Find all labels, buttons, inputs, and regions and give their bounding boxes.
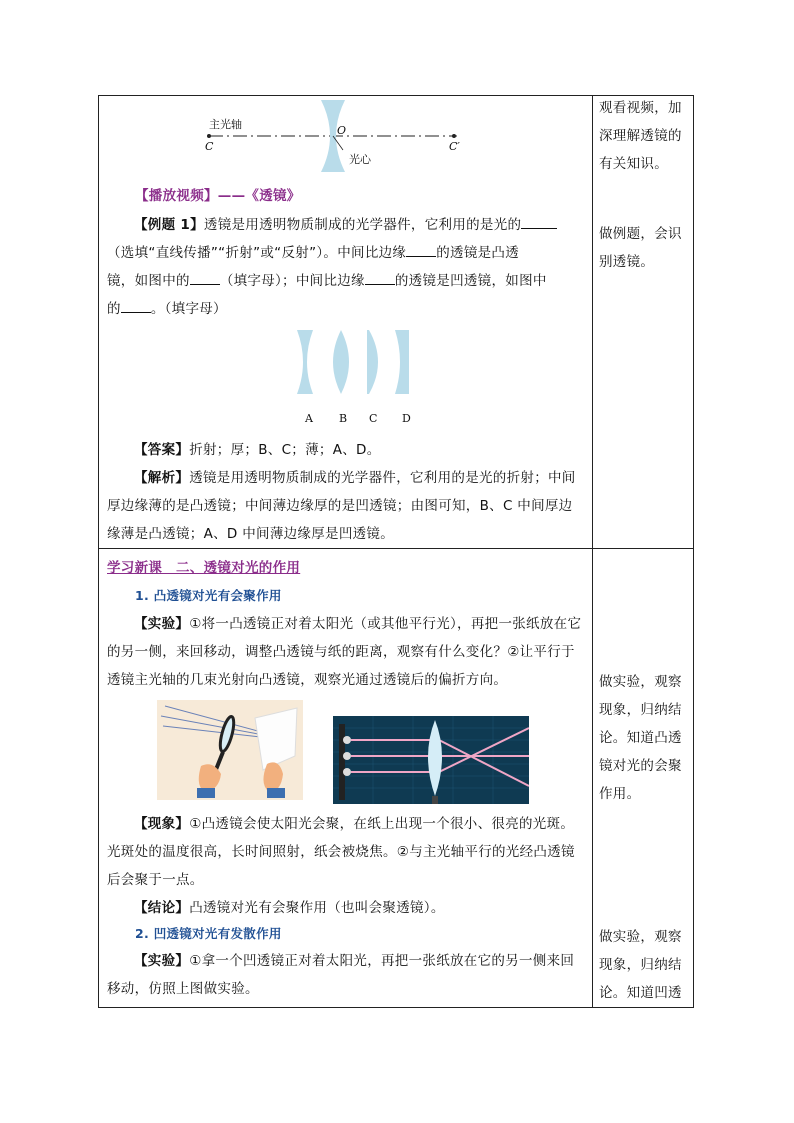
subtitle-concave: 2. 凹透镜对光有发散作用: [135, 926, 282, 941]
answer-blank: [190, 270, 220, 285]
lens-label-a: A: [305, 412, 313, 425]
optical-center-label: 光心: [349, 153, 371, 166]
answer: 【答案】折射；厚；B、C；薄；A、D。: [134, 442, 381, 458]
experiment-concave: 【实验】①拿一个凹透镜正对着太阳光，再把一张纸放在它的另一侧来回移动，仿照上图做实验。: [107, 953, 575, 997]
point-c-label: C: [205, 140, 214, 153]
experiment-convex: 【实验】①将一凸透镜正对着太阳光（或其他平行光），再把一张纸放在它的另一侧，来回移动，调整凸透镜与纸的距离，观察有什么变化？②让平行于透镜主光轴的几束光射向凸透镜，观察光通过透镜后的偏折方向。: [107, 616, 582, 688]
analysis: 【解析】透镜是用透明物质制成的光学器件，它利用的是光的折射；中间厚边缘薄的是凸透镜；中间薄边缘厚的是凹透镜；由图可知，B、C 中间厚边缘薄是凸透镜；A、D 中间薄边缘厚是凹透镜。: [107, 470, 576, 542]
side-note-example: 做例题，会识别透镜。: [599, 226, 682, 270]
magnifier-sunlight-photo: [157, 700, 303, 800]
answer-blank: [121, 298, 151, 313]
answer-blank: [521, 214, 557, 229]
axis-label: 主光轴: [209, 118, 242, 131]
section-title: 学习新课 二、透镜对光的作用: [107, 560, 301, 576]
lens-label-b: B: [339, 412, 348, 425]
answer-blank: [406, 242, 436, 257]
point-o-label: O: [337, 124, 347, 137]
example-question: 【例题 1】透镜是用透明物质制成的光学器件，它利用的是光的 （选填“直线传播”“折射”或“反射”）。中间比边缘 的透镜是凸透 镜，如图中的 （填字母）；中间比边缘 的透镜是凹透镜，如图中 的 。（填字母）: [107, 211, 585, 323]
phenomenon: 【现象】①凸透镜会使太阳光会聚，在纸上出现一个很小、很亮的光斑。光斑处的温度很高，长时间照射，纸会被烧焦。②与主光轴平行的光经凸透镜后会聚于一点。: [107, 816, 575, 888]
lesson-table: [98, 95, 694, 1008]
example-tag: 【例题 1】: [134, 217, 204, 233]
lens-label-c: C: [369, 412, 378, 425]
side-note-convex: 做实验，观察现象，归纳结论。知道凸透镜对光的会聚作用。: [599, 674, 682, 802]
lens-label-d: D: [402, 412, 411, 425]
answer-blank: [365, 270, 395, 285]
lens-types-figure: [289, 328, 419, 398]
video-title: 【播放视频】——《透镜》: [135, 188, 301, 204]
subtitle-convex: 1. 凸透镜对光有会聚作用: [135, 588, 282, 603]
row-divider: [99, 548, 693, 549]
convex-lens-rays-photo: [333, 716, 529, 804]
column-divider: [592, 96, 593, 1007]
point-c-prime-label: C′: [449, 140, 460, 153]
conclusion: 【结论】凸透镜对光有会聚作用（也叫会聚透镜）。: [134, 900, 445, 916]
side-note-concave: 做实验，观察现象，归纳结论。知道凹透: [599, 929, 682, 1001]
concave-lens-axis-diagram: [199, 98, 469, 176]
side-note-video: 观看视频，加深理解透镜的有关知识。: [599, 100, 682, 172]
